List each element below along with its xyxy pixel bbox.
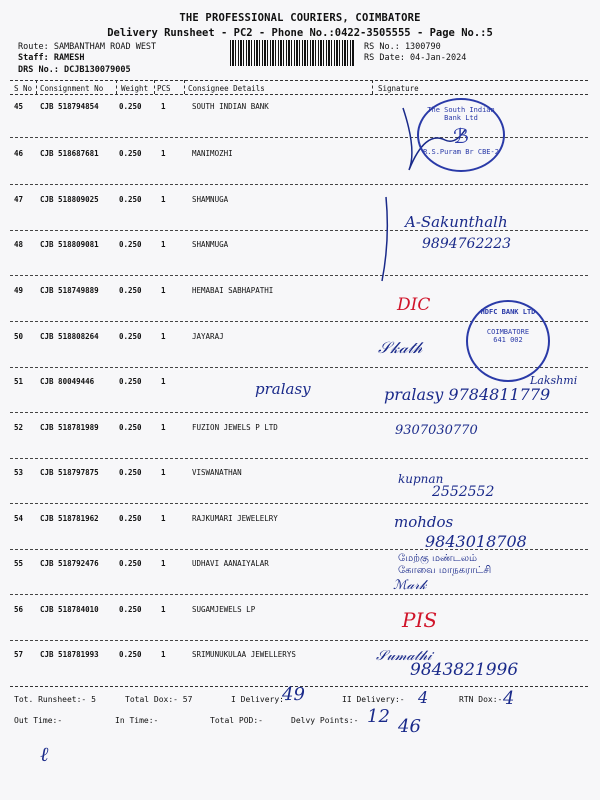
row-consignee: SOUTH INDIAN BANK — [192, 102, 269, 111]
row-consignment: CJB 518687681 — [40, 149, 99, 158]
signature-row51-consignee: pralasy — [255, 380, 311, 398]
row-consignee: HEMABAI SABHAPATHI — [192, 286, 274, 295]
col-divider — [116, 80, 117, 94]
row-consignment: CJB 518809081 — [40, 240, 99, 249]
row-pcs: 1 — [161, 195, 166, 204]
row-pcs: 1 — [161, 102, 166, 111]
row-weight: 0.250 — [119, 650, 142, 659]
row-pcs: 1 — [161, 332, 166, 341]
row-weight: 0.250 — [119, 605, 142, 614]
signature-row54-phone: 9843018708 — [425, 532, 527, 551]
rs-number: RS No.: 1300790 — [364, 42, 441, 52]
table-row — [0, 605, 600, 651]
row-pcs: 1 — [161, 468, 166, 477]
ii-delivery-label: II Delivery:- — [342, 695, 405, 704]
row-consignee: UDHAVI AANAIYALAR — [192, 559, 269, 568]
total-pod-label: Total POD:- — [210, 716, 263, 725]
bank-stamp-signature: ℬ — [453, 124, 469, 148]
delvy-points-label: Delvy Points:- — [291, 716, 359, 725]
signature-row57-phone: 9843821996 — [410, 660, 519, 680]
row-pcs: 1 — [161, 605, 166, 614]
table-row — [0, 423, 600, 469]
col-signature: Signature — [378, 84, 419, 93]
delvy-points-value: 12 — [367, 706, 390, 727]
row-divider — [10, 594, 588, 595]
drs-number: DRS No.: DCJB130079005 — [18, 65, 131, 75]
signature-row48-phone: 9894762223 — [422, 236, 512, 252]
header-top-rule — [10, 80, 588, 81]
row-consignment: CJB 80049446 — [40, 377, 95, 386]
total-dox: Total Dox:- 57 — [125, 695, 193, 704]
signature-row51: pralasy 9784811779 — [384, 385, 551, 404]
barcode-image — [230, 40, 355, 66]
bracket-mark — [370, 195, 400, 285]
row-sno: 50 — [14, 332, 24, 341]
row-weight: 0.250 — [119, 468, 142, 477]
hdfc-stamp-city: COIMBATORE — [486, 328, 530, 336]
row-weight: 0.250 — [119, 423, 142, 432]
row-consignment: CJB 518809025 — [40, 195, 99, 204]
row-weight: 0.250 — [119, 332, 142, 341]
out-time-label: Out Time:- — [14, 716, 63, 725]
tamil-stamp-line2: கோவை மாநகராட்சி — [398, 565, 492, 576]
rtn-dox-value: 4 — [503, 688, 515, 709]
row-consignment: CJB 518797875 — [40, 468, 99, 477]
row-consignment: CJB 518792476 — [40, 559, 99, 568]
signature-row53-phone: 2552552 — [432, 484, 495, 500]
i-delivery-value: 49 — [282, 684, 305, 705]
hdfc-stamp-name: HDFC BANK LTD — [480, 308, 536, 316]
col-divider — [184, 80, 185, 94]
row-consignment: CJB 518781989 — [40, 423, 99, 432]
row-sno: 54 — [14, 514, 24, 523]
row-sno: 45 — [14, 102, 24, 111]
row-sno: 48 — [14, 240, 24, 249]
staff-text: Staff: RAMESH — [18, 53, 85, 63]
header-bottom-rule — [10, 94, 588, 95]
row-weight: 0.250 — [119, 240, 142, 249]
row-divider — [10, 503, 588, 504]
signature-row52: 9307030770 — [395, 423, 478, 438]
row-consignment: CJB 518781962 — [40, 514, 99, 523]
signature-row56: PIS — [402, 608, 438, 632]
table-row — [0, 468, 600, 514]
table-row — [0, 149, 600, 195]
table-row — [0, 559, 600, 605]
row-pcs: 1 — [161, 286, 166, 295]
signature-row48-name: A-Sakunthalh — [405, 213, 508, 231]
row-divider — [10, 184, 588, 185]
hdfc-stamp — [466, 300, 550, 382]
row-consignee: MANIMOZHI — [192, 149, 233, 158]
row-consignment: CJB 518749889 — [40, 286, 99, 295]
company-title: THE PROFESSIONAL COURIERS, COIMBATORE — [179, 12, 421, 24]
col-divider — [372, 80, 373, 94]
col-pcs: PCS — [157, 84, 171, 93]
row-pcs: 1 — [161, 240, 166, 249]
rtn-dox-label: RTN Dox:- — [459, 695, 503, 704]
row-consignee: SUGAMJEWELS LP — [192, 605, 256, 614]
row-consignment: CJB 518808264 — [40, 332, 99, 341]
signature-row57-scrawl: 𝒮𝓊𝓂𝒶𝓉𝒽𝒾 — [376, 648, 432, 664]
row-weight: 0.250 — [119, 195, 142, 204]
row-pcs: 1 — [161, 377, 166, 386]
row-consignee: SHANMUGA — [192, 240, 229, 249]
row-consignee: FUZION JEWELS P LTD — [192, 423, 278, 432]
row-pcs: 1 — [161, 650, 166, 659]
signature-row55: ℳ𝒶𝓇𝓀 — [393, 578, 427, 593]
row-consignment: CJB 518794854 — [40, 102, 99, 111]
row-pcs: 1 — [161, 559, 166, 568]
row-sno: 46 — [14, 149, 24, 158]
row-divider — [10, 458, 588, 459]
i-delivery-label: I Delivery:- — [231, 695, 289, 704]
row-sno: 51 — [14, 377, 24, 386]
table-row — [0, 195, 600, 241]
runsheet-subtitle: Delivery Runsheet - PC2 - Phone No.:0422-3505555 - Page No.:5 — [107, 27, 493, 39]
table-row — [0, 102, 600, 148]
row-sno: 52 — [14, 423, 24, 432]
row-divider — [10, 640, 588, 641]
row-sno: 56 — [14, 605, 24, 614]
col-divider — [154, 80, 155, 94]
signature-row49: DIC — [397, 295, 431, 315]
ii-delivery-value: 4 — [418, 688, 429, 707]
row-weight: 0.250 — [119, 514, 142, 523]
tamil-stamp-line1: மேற்கு மண்டலம் — [398, 553, 478, 564]
row-weight: 0.250 — [119, 102, 142, 111]
row-sno: 53 — [14, 468, 24, 477]
tot-runsheet: Tot. Runsheet:- 5 — [14, 695, 96, 704]
hdfc-stamp-pin: 641 002 — [493, 336, 523, 344]
row-divider — [10, 412, 588, 413]
col-weight: Weight — [121, 84, 149, 93]
col-sno: S No — [14, 84, 33, 93]
route-text: Route: SAMBANTHAM ROAD WEST — [18, 42, 157, 52]
row-divider — [10, 275, 588, 276]
row-sno: 49 — [14, 286, 24, 295]
row-weight: 0.250 — [119, 286, 142, 295]
row-consignee: JAYARAJ — [192, 332, 224, 341]
row-sno: 47 — [14, 195, 24, 204]
signature-row54-name: mohdos — [394, 513, 454, 531]
rs-date: RS Date: 04-Jan-2024 — [364, 53, 467, 63]
in-time-label: In Time:- — [115, 716, 159, 725]
row-sno: 55 — [14, 559, 24, 568]
row-sno: 57 — [14, 650, 24, 659]
row-consignee: RAJKUMARI JEWELELRY — [192, 514, 278, 523]
row-consignee: VISWANATHAN — [192, 468, 242, 477]
row-consignment: CJB 518781993 — [40, 650, 99, 659]
tamil-stamp — [398, 553, 491, 577]
col-consignment: Consignment No — [40, 84, 104, 93]
row-consignee: SRIMUNUKULAA JEWELLERYS — [192, 650, 296, 659]
row-weight: 0.250 — [119, 559, 142, 568]
bank-stamp — [417, 98, 505, 172]
bank-stamp-name: The South Indian Bank Ltd — [427, 106, 495, 122]
signature-row51-note: Lakshmi — [530, 374, 578, 387]
row-pcs: 1 — [161, 514, 166, 523]
col-consignee: Consignee Details — [188, 84, 265, 93]
row-pcs: 1 — [161, 149, 166, 158]
row-consignee: SHAMNUGA — [192, 195, 229, 204]
row-pcs: 1 — [161, 423, 166, 432]
signature-row53-name: kupnan — [398, 472, 444, 486]
row-weight: 0.250 — [119, 149, 142, 158]
total-pod-value: 46 — [398, 716, 421, 737]
row-weight: 0.250 — [119, 377, 142, 386]
row-consignment: CJB 518784010 — [40, 605, 99, 614]
scribble-mark: ℓ — [40, 742, 49, 766]
signature-row50: 𝒮𝓀𝒶𝓉𝒽 — [378, 338, 423, 357]
bank-stamp-branch: R.S.Puram Br CBE-2 — [423, 148, 499, 156]
col-divider — [36, 80, 37, 94]
